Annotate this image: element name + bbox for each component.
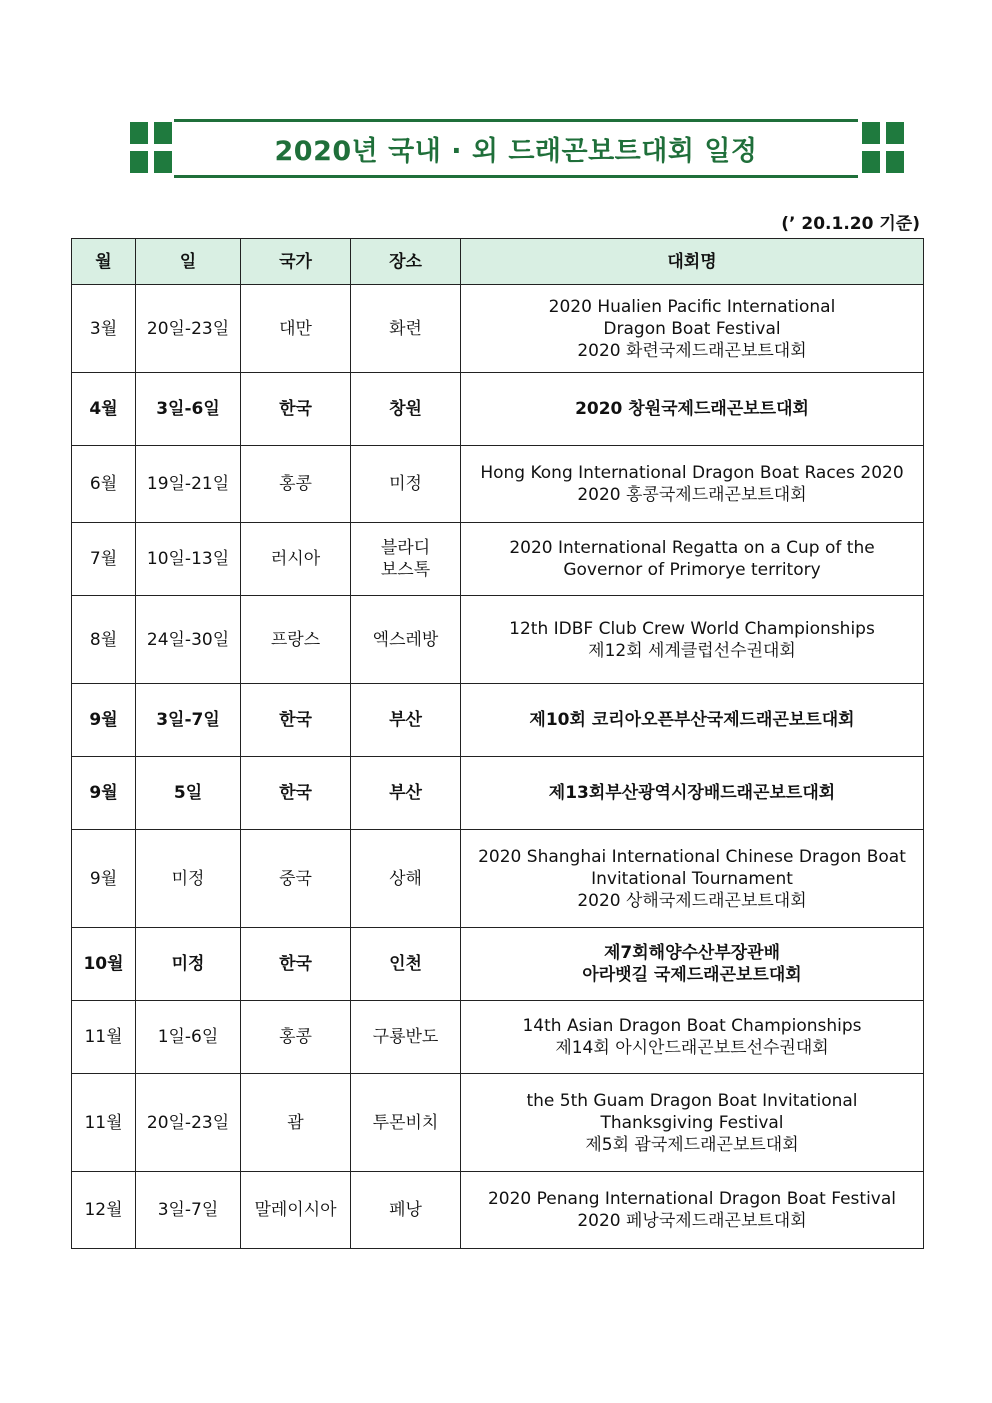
cell-event xyxy=(461,1172,924,1249)
cell-place-line: 부산 xyxy=(389,783,422,803)
title-banner xyxy=(130,119,904,176)
cell-country: 프랑스 xyxy=(241,596,351,684)
table-row xyxy=(72,1074,924,1172)
cell-event-line: 제12회 세계클럽선수권대회 xyxy=(588,640,796,661)
cell-place-line: 부산 xyxy=(389,710,422,730)
cell-month: 9월 xyxy=(72,684,136,757)
column-header-place: 장소 xyxy=(351,239,461,285)
cell-day: 24일-30일 xyxy=(136,596,241,684)
cell-event-line: 12th IDBF Club Crew World Championships xyxy=(509,618,875,639)
cell-event-line: the 5th Guam Dragon Boat Invitational xyxy=(526,1090,858,1111)
cell-month: 11월 xyxy=(72,1001,136,1074)
cell-event-line: 제7회해양수산부장관배 xyxy=(603,943,781,963)
table-row xyxy=(72,523,924,596)
cell-event-line: 14th Asian Dragon Boat Championships xyxy=(522,1016,862,1036)
cell-day: 3일-6일 xyxy=(136,373,241,446)
table-row xyxy=(72,285,924,373)
cell-event-line: 제13회부산광역시장배드래곤보트대회 xyxy=(548,783,836,803)
cell-event xyxy=(461,285,924,373)
cell-place xyxy=(351,523,461,596)
cell-country: 대만 xyxy=(241,285,351,373)
table-row xyxy=(72,373,924,446)
cell-country: 말레이시아 xyxy=(241,1172,351,1249)
cell-event xyxy=(461,830,924,928)
column-header-day: 일 xyxy=(136,239,241,285)
cell-event xyxy=(461,928,924,1001)
cell-country: 한국 xyxy=(241,373,351,446)
cell-event-line: 2020 창원국제드래곤보트대회 xyxy=(575,399,809,419)
cell-event-line: Invitational Tournament xyxy=(591,868,793,889)
cell-month: 11월 xyxy=(72,1074,136,1172)
cell-place-line: 상해 xyxy=(389,868,422,889)
cell-event xyxy=(461,684,924,757)
cell-place-line: 투몬비치 xyxy=(372,1112,439,1133)
cell-event xyxy=(461,757,924,830)
cell-day: 1일-6일 xyxy=(136,1001,241,1074)
cell-event-line: 제5회 괌국제드래곤보트대회 xyxy=(585,1134,799,1155)
decorative-squares-right xyxy=(862,122,904,175)
cell-event-line: 2020 페낭국제드래곤보트대회 xyxy=(577,1211,807,1231)
cell-place-line: 페낭 xyxy=(389,1200,422,1220)
schedule-table xyxy=(71,238,924,1249)
cell-place xyxy=(351,928,461,1001)
cell-month: 4월 xyxy=(72,373,136,446)
title-box xyxy=(174,119,858,178)
cell-day: 20일-23일 xyxy=(136,285,241,373)
cell-month: 6월 xyxy=(72,446,136,523)
cell-event-line: Dragon Boat Festival xyxy=(603,318,781,339)
cell-month: 9월 xyxy=(72,757,136,830)
cell-event-line: 2020 상해국제드래곤보트대회 xyxy=(577,890,807,911)
cell-day: 미정 xyxy=(136,928,241,1001)
cell-month: 10월 xyxy=(72,928,136,1001)
cell-event xyxy=(461,523,924,596)
cell-country: 홍콩 xyxy=(241,446,351,523)
cell-event-line: 2020 홍콩국제드래곤보트대회 xyxy=(577,485,807,505)
cell-month: 9월 xyxy=(72,830,136,928)
cell-event-line: 제10회 코리아오픈부산국제드래곤보트대회 xyxy=(529,710,855,730)
cell-month: 8월 xyxy=(72,596,136,684)
table-row xyxy=(72,684,924,757)
cell-place xyxy=(351,1172,461,1249)
cell-place xyxy=(351,285,461,373)
column-header-country: 국가 xyxy=(241,239,351,285)
table-row xyxy=(72,596,924,684)
cell-event xyxy=(461,1001,924,1074)
cell-place-line: 미정 xyxy=(389,474,422,494)
cell-event-line: Thanksgiving Festival xyxy=(600,1112,784,1133)
cell-day: 10일-13일 xyxy=(136,523,241,596)
column-header-month: 월 xyxy=(72,239,136,285)
cell-place-line: 인천 xyxy=(389,954,422,974)
cell-place xyxy=(351,596,461,684)
cell-place xyxy=(351,1001,461,1074)
date-note: (’ 20.1.20 기준) xyxy=(781,214,920,234)
cell-country: 러시아 xyxy=(241,523,351,596)
cell-event-line: Hong Kong International Dragon Boat Races 2020 xyxy=(480,463,904,483)
cell-day: 20일-23일 xyxy=(136,1074,241,1172)
cell-event-line: 2020 화련국제드래곤보트대회 xyxy=(577,340,807,361)
cell-day: 19일-21일 xyxy=(136,446,241,523)
table-row xyxy=(72,1172,924,1249)
cell-day: 3일-7일 xyxy=(136,684,241,757)
cell-event xyxy=(461,373,924,446)
cell-place xyxy=(351,830,461,928)
cell-month: 7월 xyxy=(72,523,136,596)
cell-event-line: 제14회 아시안드래곤보트선수권대회 xyxy=(555,1038,829,1058)
table-row xyxy=(72,757,924,830)
table-row xyxy=(72,446,924,523)
column-header-event: 대회명 xyxy=(461,239,924,285)
cell-event-line: 아라뱃길 국제드래곤보트대회 xyxy=(582,965,802,985)
cell-place xyxy=(351,684,461,757)
cell-place-line: 화련 xyxy=(389,318,422,339)
cell-country: 한국 xyxy=(241,684,351,757)
table-row xyxy=(72,928,924,1001)
cell-event-line: Governor of Primorye territory xyxy=(563,560,821,580)
cell-event xyxy=(461,446,924,523)
cell-place xyxy=(351,1074,461,1172)
cell-day: 3일-7일 xyxy=(136,1172,241,1249)
cell-event-line: 2020 Hualien Pacific International xyxy=(548,296,836,317)
cell-place xyxy=(351,446,461,523)
cell-country: 한국 xyxy=(241,928,351,1001)
cell-month: 12월 xyxy=(72,1172,136,1249)
cell-place-line: 구룡반도 xyxy=(372,1027,439,1047)
cell-country: 괌 xyxy=(241,1074,351,1172)
cell-country: 홍콩 xyxy=(241,1001,351,1074)
table-row xyxy=(72,1001,924,1074)
cell-day: 미정 xyxy=(136,830,241,928)
cell-country: 한국 xyxy=(241,757,351,830)
cell-place xyxy=(351,757,461,830)
cell-event xyxy=(461,596,924,684)
cell-event-line: 2020 International Regatta on a Cup of the xyxy=(509,538,875,558)
cell-place-line: 엑스레방 xyxy=(372,629,439,650)
decorative-squares-left xyxy=(130,122,172,175)
cell-place-line: 창원 xyxy=(389,399,422,419)
table-row xyxy=(72,830,924,928)
cell-event-line: 2020 Shanghai International Chinese Dragon Boat xyxy=(478,846,906,867)
cell-place-line: 보스톡 xyxy=(380,560,431,580)
cell-event xyxy=(461,1074,924,1172)
page-title: 2020년 국내 · 외 드래곤보트대회 일정 xyxy=(274,136,758,167)
cell-place xyxy=(351,373,461,446)
cell-event-line: 2020 Penang International Dragon Boat Festival xyxy=(487,1189,896,1209)
cell-day: 5일 xyxy=(136,757,241,830)
cell-place-line: 블라디 xyxy=(380,538,431,558)
table-header-row xyxy=(72,239,924,285)
cell-month: 3월 xyxy=(72,285,136,373)
cell-country: 중국 xyxy=(241,830,351,928)
